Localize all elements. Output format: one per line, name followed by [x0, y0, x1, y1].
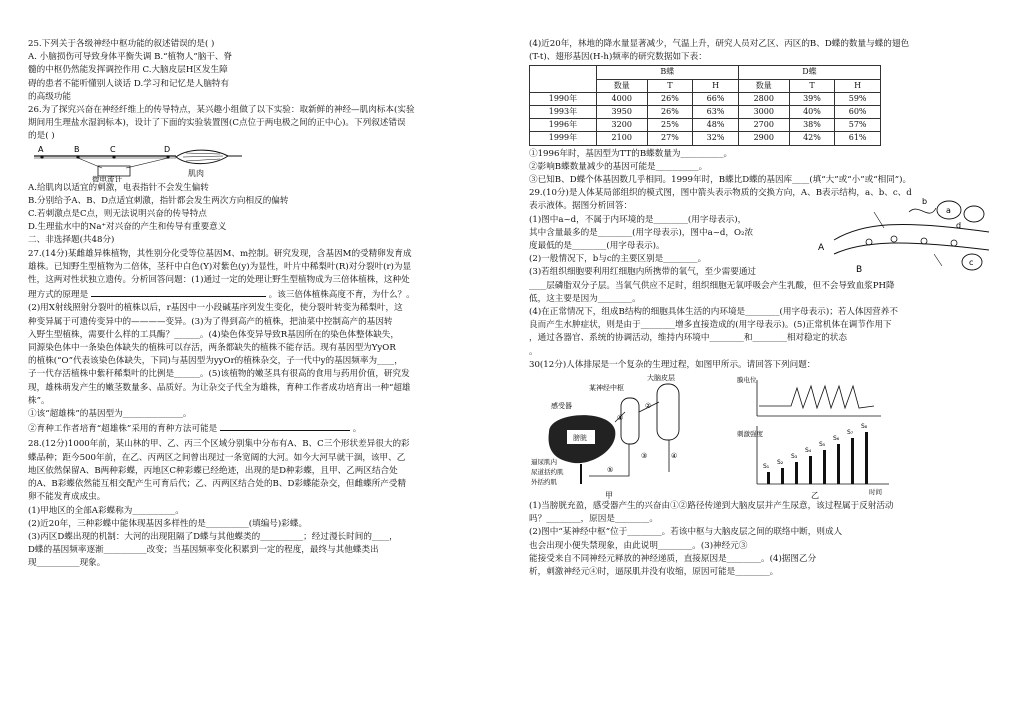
- q27-line: 种变异属于可遗传变异中的————变异。(3)为了得到高产的植株，把油菜中控制高产的基因转: [28, 316, 393, 327]
- q29-sub: 其中含量最多的是________(用字母表示)，图中a~d，O₂浓: [529, 227, 754, 238]
- urination-figure: [529, 372, 999, 500]
- stimulus-label-s1: S₁: [763, 463, 770, 471]
- q28-sub-3: D蝶的基因频率逐渐__________改变；当基因频率变化积累到一定的程度，最终与其他蝶类出: [28, 545, 379, 556]
- q25-option-line: 髓的中枢仍然能发挥调控作用 C.大脑皮层H区发生障: [28, 65, 228, 76]
- table-col-header: H: [693, 79, 739, 92]
- table-year-cell: 1999年: [530, 132, 597, 145]
- q26-option-a: A.给肌肉以适宜的刺激，电表指针不会发生偏转: [28, 182, 209, 193]
- question-28: [28, 438, 502, 569]
- red-blood-cell: [866, 239, 872, 245]
- external-sphincter-label: 外括约肌: [531, 478, 557, 487]
- q29-sub: (3)若组织细胞要利用红细胞内所携带的氧气，至少需要通过: [529, 267, 757, 278]
- table-cell: 4000: [596, 92, 647, 105]
- q29-line: 29.(10分)是人体某局部组织的模式图，图中箭头表示物质的交换方向，A、B表示结构，a、b、c、d: [529, 188, 912, 199]
- q28-sub-3: 现__________现象。: [28, 558, 106, 569]
- left-column: [28, 38, 502, 571]
- question-29: [529, 187, 999, 358]
- point-d-label: D: [164, 144, 171, 154]
- table-row: [530, 106, 881, 119]
- q28-4-line: (4)近20年，林地的降水量显著减少，气温上升，研究人员对乙区、丙区的B、D蝶的数量与蝶的翅色: [529, 39, 910, 49]
- red-blood-cell: [891, 236, 897, 242]
- table-group-row: [530, 66, 881, 79]
- q27-prompt: ②育种工作者培育“超雄株”采用的育种方法可能是: [28, 424, 218, 435]
- potential-trace: [759, 386, 874, 408]
- stimulus-label-s4: S₄: [805, 447, 812, 455]
- q30-sub: 吗？________，原因是________。: [529, 514, 658, 525]
- q27-line: 27.(14分)某雌雄异株植物，其性别分化受等位基因M、m控制。研究发现，含基因M的受精卵发育成: [28, 248, 412, 259]
- path-label-2: ②: [645, 402, 652, 411]
- table-col-header: T: [647, 79, 693, 92]
- table-cell: 40%: [789, 106, 835, 119]
- q25-option-line: 碍的患者不能听懂别人谈话 D.学习和记忆是人脑特有: [28, 78, 230, 89]
- answer-blank[interactable]: [91, 287, 266, 297]
- butterfly-data-table: [529, 65, 881, 145]
- q29-sub: ____层磷脂双分子层。当氧气供应不足时，组织细胞无氧呼吸会产生乳酸，但不会导致血浆PH降: [529, 280, 895, 291]
- stimulus-bars: [767, 432, 868, 484]
- nerve-muscle-diagram: [28, 144, 248, 182]
- muscle-striations: [183, 153, 223, 161]
- stimulus-bar-s3: [795, 462, 798, 484]
- q29-sub: ，通过各器官、系统的协调活动，维持内环境中________和________相对稳定的状态: [529, 333, 847, 344]
- q27-line: 子一代存活植株中紫秆稀梨叶的比例是______。(5)该植物的嫩茎具有很高的食用与药用价值，研究发: [28, 369, 410, 380]
- table-cell: 2100: [596, 132, 647, 145]
- table-cell: 2700: [738, 119, 789, 132]
- muscle-label: 肌肉: [188, 168, 204, 178]
- q28-after-2: ②影响B蝶数量减少的基因可能是__________。: [529, 161, 708, 172]
- table-corner-cell: [530, 66, 597, 92]
- table-cell: 42%: [789, 132, 835, 145]
- table-year-cell: 1993年: [530, 106, 597, 119]
- label-c-fluid: c: [969, 257, 974, 267]
- q28-line: 地区依然保留A、B两种彩蝶，丙地区C种彩蝶已经绝迹，出现的是D种彩蝶，且甲、乙两区结合处: [28, 465, 398, 476]
- figure-jia-label: 甲: [605, 491, 613, 501]
- q28-line: 卵不能发育成成虫。: [28, 492, 106, 503]
- point-b-label: B: [74, 144, 80, 154]
- label-b-fluid: b: [922, 196, 928, 206]
- electrode-b: [78, 158, 102, 168]
- q28-line: 28.(12分)1000年前，某山林的甲、乙、丙三个区域分别集中分布有A、B、C三个形状差异很大的彩: [28, 439, 410, 450]
- table-cell: 60%: [835, 106, 881, 119]
- q27-line: [28, 287, 502, 301]
- q25-stem: 25.下列关于各级神经中枢功能的叙述错误的是( ): [28, 39, 215, 49]
- tissue-diagram: [814, 192, 994, 276]
- q27-prompt: 。: [352, 424, 362, 435]
- q28-line: 的A、B彩蝶依然能互相交配产生可育后代；乙、丙两区结合处的B、D彩蝶能杂交，但雌蝶所产受精: [28, 479, 407, 490]
- table-row: [530, 132, 881, 145]
- table-cell: 59%: [835, 92, 881, 105]
- table-cell: 61%: [835, 132, 881, 145]
- question-26: [28, 104, 502, 233]
- point-a-marker: [40, 155, 43, 158]
- q30-sub: 也会出现小便失禁现象，由此说明________。(3)神经元③: [529, 540, 748, 551]
- q29-sub: 良而产生水肿症状，则是由于________增多直接造成的(用字母表示)。(5)正常机体在调节作用下: [529, 320, 892, 331]
- table-cell: 3000: [738, 106, 789, 119]
- urination-diagram: [529, 372, 989, 500]
- bladder-label: 膀胱: [573, 434, 587, 443]
- table-group-header: B蝶: [596, 66, 738, 79]
- q27-prompt: 理方式的原理是: [28, 290, 89, 301]
- label-a-structure: A: [818, 242, 825, 253]
- q28-after-3: ③已知B、D蝶个体基因数几乎相同。1999年时，B蝶比D蝶的基因库____(填“大”或“小”或“相同”)。: [529, 175, 912, 186]
- stimulus-strength-label: 刺激强度: [737, 430, 763, 439]
- q27-line: (2)用X射线照射分裂叶的植株以后，r基因中一小段碱基序列发生变化，使分裂叶转变为稀梨叶，这: [28, 303, 403, 314]
- stimulus-label-s2: S₂: [777, 459, 784, 467]
- stimulus-label-s7: S₇: [847, 429, 854, 437]
- table-cell: 3200: [596, 119, 647, 132]
- q29-sub: 。: [529, 346, 538, 357]
- table-cell: 26%: [647, 106, 693, 119]
- time-axis-label: 时间: [869, 488, 882, 497]
- q28-line: 蝶品种；距今500年前，在乙、丙两区之间曾出现过一条宽阔的大河。如今大河早就干涸，该甲、乙: [28, 452, 406, 463]
- sphincter-label: 尿道括约肌: [531, 468, 564, 477]
- q29-sub: 低，这主要是因为________。: [529, 293, 641, 304]
- q27-line: 入野生型植株，需要什么样的工具酶？______。(4)染色体变异导致R基因所在的染色体整体缺失，: [28, 329, 399, 340]
- table-col-header: T: [789, 79, 835, 92]
- stimulus-bar-s8: [865, 432, 868, 484]
- stimulus-bar-s2: [781, 468, 784, 484]
- stimulus-label-s3: S₃: [791, 453, 798, 461]
- receptor-label: 感受器: [551, 402, 572, 411]
- table-year-cell: 1996年: [530, 119, 597, 132]
- q26-stem: 的是( ): [28, 131, 55, 142]
- answer-blank[interactable]: [220, 421, 350, 431]
- table-year-cell: 1990年: [530, 92, 597, 105]
- tissue-cell: [964, 206, 984, 222]
- q26-stem: 26.为了探究兴奋在神经纤维上的传导特点，某兴趣小组做了以下实验：取新鲜的神经—肌肉标本(实验: [28, 105, 415, 116]
- table-cell: 57%: [835, 119, 881, 132]
- table-cell: 2900: [738, 132, 789, 145]
- stimulus-bar-s1: [767, 472, 770, 484]
- table-cell: 48%: [693, 119, 739, 132]
- q30-sub: 析，刺激神经元④时，逼尿肌并没有收缩，原因可能是________。: [529, 567, 779, 578]
- stimulus-bar-s7: [851, 438, 854, 484]
- electrode-d: [126, 158, 168, 168]
- table-group-header: D蝶: [738, 66, 880, 79]
- table-cell: 63%: [693, 106, 739, 119]
- q30-sub: (1)当膀胱充盈，感受器产生的兴奋由①②路径传递到大脑皮层并产生尿意，该过程属于反射活动: [529, 501, 894, 512]
- table-cell: 25%: [647, 119, 693, 132]
- table-cell: 32%: [693, 132, 739, 145]
- table-cell: 38%: [789, 119, 835, 132]
- lymph-vessel: [909, 208, 936, 213]
- table-cell: 26%: [647, 92, 693, 105]
- detrusor-label: 逼尿肌内: [531, 458, 557, 467]
- exchange-arrow: [934, 254, 942, 266]
- q26-option-d: D.生理盐水中的Na⁺对兴奋的产生和传导有重要意义: [28, 222, 227, 233]
- neural-center-label: 某神经中枢: [589, 384, 624, 393]
- q26-stem: 期间用生理盐水湿润标本)，设计了下面的实验装置图(C点位于两电极之间的正中心)。下列叙述错误: [28, 118, 406, 129]
- q27-sub-1: ①该“超雄株”的基因型为______________。: [28, 409, 192, 420]
- q29-sub: (2)一般情况下，b与c的主要区别是________。: [529, 254, 707, 265]
- red-blood-cell: [951, 240, 957, 246]
- red-blood-cell: [921, 238, 927, 244]
- q29-line: 表示液体。据图分析回答：: [529, 201, 633, 212]
- q26-option-b: B.分别给予A、B、D点适宜刺激，指针都会发生两次方向相反的偏转: [28, 195, 289, 206]
- spinal-center: [621, 398, 639, 444]
- membrane-potential-label: 膜电位: [737, 376, 757, 385]
- micro-ammeter-label: 微电流计: [92, 174, 122, 182]
- q29-sub: (4)在正常情况下，组成B结构的细胞具体生活的内环境是________(用字母表示)；若人体因营养不: [529, 307, 898, 318]
- stimulus-label-s8: S₈: [861, 423, 868, 431]
- q29-left-text: [529, 214, 814, 279]
- stimulus-bar-s5: [823, 450, 826, 484]
- path-label-4: ④: [671, 452, 678, 461]
- table-cell: 3950: [596, 106, 647, 119]
- figure-yi-label: 乙: [811, 491, 819, 501]
- section-heading: 二、非选择题(共48分): [28, 235, 115, 246]
- label-d-fluid: d: [956, 220, 962, 230]
- q29-sub: 度最低的是________(用字母表示)。: [529, 241, 665, 252]
- q27-line: 性，这两对性状独立遗传。分析回答问题：(1)通过一定的处理让野生型植物成为三倍体植株，这种处: [28, 275, 410, 286]
- q27-sub-2: [28, 421, 502, 435]
- point-c-marker: [112, 155, 115, 158]
- point-a-label: A: [38, 144, 44, 154]
- point-c-label: C: [110, 144, 116, 154]
- q27-line: 同源染色体中一条染色体缺失的植株可以存活，两条都缺失的植株不能存活。现有基因型为YyOR: [28, 343, 396, 354]
- q26-option-c: C.若刺激点是C点，则无法说明兴奋的传导特点: [28, 209, 207, 220]
- stimulus-bar-s6: [837, 444, 840, 484]
- brain-column: [657, 384, 679, 440]
- q30-sub: (2)图中“某神经中枢”位于________。若该中枢与大脑皮层之间的联络中断，则成人: [529, 527, 843, 538]
- q30-stem: 30(12分)人体排尿是一个复杂的生理过程，如图甲所示。请回答下列问题：: [529, 359, 816, 370]
- question-27: [28, 248, 502, 436]
- stimulus-label-s6: S₆: [833, 435, 840, 443]
- path-label-3: ③: [641, 452, 648, 461]
- q25-option-line: A. 小脑损伤可导致身体平衡失调 B.“植物人”脑干、脊: [28, 52, 233, 63]
- capillary-wall-top: [834, 224, 989, 240]
- q28-sub-2: (2)近20年，三种彩蝶中能体现基因多样性的是__________(填编号)彩蝶。: [28, 518, 308, 529]
- q28-4-line: (T-t)、翅形基因(H-h)频率的研究数据如下表：: [529, 52, 707, 63]
- table-cell: 66%: [693, 92, 739, 105]
- stimulus-label-s5: S₅: [819, 441, 826, 449]
- q27-line: 现，雄株萌发产生的嫩茎数量多、品质好。为让杂交子代全为雄株，育种工作者成功培育出一种“超雄: [28, 382, 411, 393]
- q25-option-line: 的高级功能: [28, 91, 71, 102]
- q28-after-1: ①1996年时，基因型为TT的B蝶数量为__________。: [529, 148, 733, 159]
- q30-sub: 能接受来自不同神经元释放的神经递质，直接原因是________。(4)据图乙分: [529, 553, 817, 564]
- q27-line: 株”。: [28, 395, 50, 406]
- table-col-header: 数量: [596, 79, 647, 92]
- q28-sub-3: (3)丙区D蝶出现的机制：大河的出现阻隔了D蝶与其他蝶类的__________；经过漫长时间的____，: [28, 531, 398, 542]
- q29-sub: (1)图中a~d，不属于内环境的是________(用字母表示)，: [529, 214, 747, 225]
- q27-prompt: 。该三倍体植株高度不育，为什么？。: [268, 290, 415, 301]
- brain-cortex-label: 大脑皮层: [647, 374, 675, 383]
- table-cell: 39%: [789, 92, 835, 105]
- table-cell: 2800: [738, 92, 789, 105]
- right-column: [529, 38, 999, 579]
- nerve-muscle-figure: [28, 144, 502, 182]
- table-col-header: 数量: [738, 79, 789, 92]
- q28-sub-1: (1)甲地区的全部A彩蝶称为__________。: [28, 505, 184, 516]
- path-label-5: ⑤: [607, 466, 614, 475]
- table-cell: 27%: [647, 132, 693, 145]
- q27-line: 的植株(“O”代表该染色体缺失，下同)与基因型为yyOr的植株杂交，子一代中y的基因频率为____，: [28, 356, 403, 367]
- capillary-wall-bottom: [834, 243, 989, 254]
- question-30: [529, 359, 999, 578]
- table-row: [530, 92, 881, 105]
- q27-line: 雄株。已知野生型植物为二倍体，茎秆中白色(Y)对紫色(y)为显性，叶片中稀梨叶(R)对分裂叶(r)为显: [28, 261, 412, 272]
- table-row: [530, 119, 881, 132]
- question-25: [28, 38, 502, 103]
- stimulus-bar-s4: [809, 456, 812, 484]
- table-col-header: H: [835, 79, 881, 92]
- label-b-structure: B: [856, 264, 863, 275]
- path-label-1: ①: [617, 414, 624, 423]
- label-a-fluid: a: [946, 205, 951, 215]
